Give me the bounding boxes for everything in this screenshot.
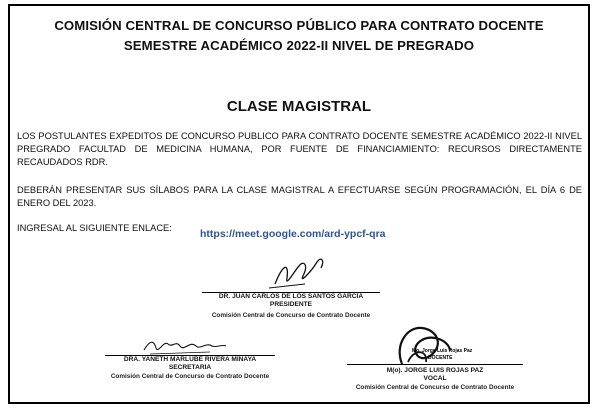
secretary-role: SECRETARIA — [168, 364, 212, 371]
document-title: CLASE MAGISTRAL — [226, 98, 372, 115]
vocal-name: M(o). JORGE LUIS ROJAS PAZ — [386, 367, 484, 374]
link-label: INGRESAL AL SIGUIENTE ENLACE: — [17, 223, 172, 233]
secretary-name: DRA. YANETH MARLUBE RIVERA MINAYA — [123, 356, 257, 363]
vocal-signature-block — [340, 364, 530, 392]
president-signature-block — [196, 292, 386, 320]
vocal-stamp-line-1: Mo. Jorge Luis Rojas Paz — [412, 348, 473, 354]
vocal-role: VOCAL — [423, 375, 447, 382]
header-line-1: COMISIÓN CENTRAL DE CONCURSO PÚBLICO PARA CONTRATO DOCENTE — [54, 18, 544, 33]
paragraph-silabos: DEBERÁN PRESENTAR SUS SÍLABOS PARA LA CLASE MAGISTRAL A EFECTUARSE SEGÚN PROGRAMACIÓN, EL DÍA 6 DE ENERO DEL 2023. — [17, 185, 582, 208]
vocal-stamp-line-2: DOCENTE — [428, 355, 453, 361]
document-header — [10, 16, 588, 56]
secretary-signature-block — [100, 355, 280, 381]
document-sheet — [8, 4, 590, 404]
meet-link[interactable]: https://meet.google.com/ard-ypcf-qra — [200, 228, 386, 240]
vocal-org: Comisión Central de Concurso de Contrato Docente — [355, 384, 515, 391]
header-line-2: SEMESTRE ACADÉMICO 2022-II NIVEL DE PREGRADO — [123, 38, 475, 53]
president-signature — [265, 254, 335, 292]
secretary-org: Comisión Central de Concurso de Contrato Docente — [110, 373, 270, 380]
vocal-signature — [388, 324, 458, 368]
president-role: PRESIDENTE — [269, 301, 313, 308]
vocal-signature-line — [347, 364, 523, 365]
president-org: Comisión Central de Concurso de Contrato Docente — [211, 312, 371, 319]
president-name: DR. JUAN CARLOS DE LOS SANTOS GARCÍA — [218, 293, 364, 300]
paragraph-postulantes: LOS POSTULANTES EXPEDITOS DE CONCURSO PUBLICO PARA CONTRATO DOCENTE SEMESTRE ACADÉMICO 2022-II NIVEL PREGRADO FACULTAD DE MEDICINA HUMANA, POR FUENTE DE FINANCIAMIENTO: RECURSOS DIRECTAMENTE RECAUDADOS RDR. — [17, 131, 582, 167]
